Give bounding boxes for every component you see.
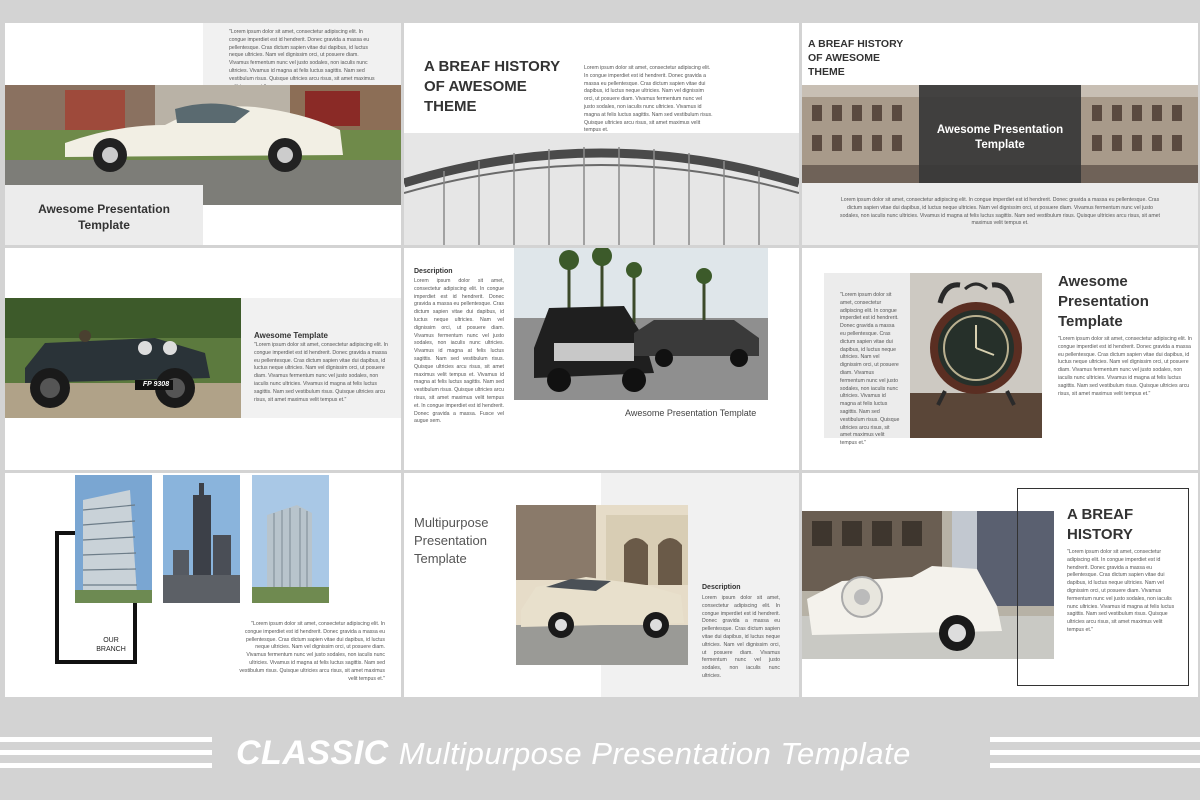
slide-2-title-line-1: A BREAF HISTORY [424, 58, 561, 75]
slide-7-branch-label [91, 636, 131, 654]
banner-right-stripe-3 [990, 763, 1200, 768]
slide-7-body: "Lorem ipsum dolor sit amet, consectetur adipiscing elit. In congue imperdiet est id hendrerit. Donec gravida a massa eu pellentesque. Cras dictum sapien vitae dui dapibus, id luctus neque ultricies. Nam vel dignissim orci, ut posuere diam. Vivamus fermentum nunc vel justo sodales, non iaculis nunc ultricies. Vivamus id magna at felis luctus sagittis. Nam sed vestibulum risus. Quisque ultricies arcu risus, sit amet maximus velit tempus et." [239, 621, 385, 682]
slide-2-body: Lorem ipsum dolor sit amet, consectetur adipiscing elit. In congue imperdiet est id hendrerit. Donec gravida a massa eu pellentesque. Cras dictum sapien vitae dui dapibus, id luctus neque ultricies. Nam vel dignissim orci, ut posuere diam. Vivamus fermentum nunc vel justo sodales, non iaculis nunc ultricies. Vivamus id magna at felis luctus sagittis. Nam sed vestibulum risus. Quisque ultricies arcu risus, sit amet maximus velit tempus et. [584, 65, 713, 134]
slide-5[interactable] [404, 248, 799, 470]
slide-6-title-line-3: Template [1058, 313, 1123, 330]
slide-6[interactable] [802, 248, 1198, 470]
slide-8[interactable] [404, 473, 799, 697]
slide-7[interactable] [5, 473, 401, 697]
banner-right-stripe-1 [990, 737, 1200, 742]
banner-right-stripe-2 [990, 750, 1200, 755]
slide-3-box-title [919, 123, 1081, 153]
slide-3-title-line-2: OF AWESOME [808, 52, 880, 64]
slide-8-photo-buick [516, 505, 688, 665]
slide-6-title-line-1: Awesome [1058, 273, 1128, 290]
slide-6-body: "Lorem ipsum dolor sit amet, consectetur adipiscing elit. In congue imperdiet est id hendrerit. Donec gravida a massa eu pellentesque. Cras dictum sapien vitae dui dapibus, id luctus neque ultricies. Nam vel dignissim orci, ut posuere diam. Vivamus fermentum nunc vel justo sodales, non iaculis nunc ultricies. Vivamus id magna at felis luctus sagittis. Nam sed vestibulum risus. Quisque ultricies arcu risus, sit amet maximus velit tempus et." [840, 292, 900, 447]
slide-6-body-2: "Lorem ipsum dolor sit amet, consectetur adipiscing elit. In congue imperdiet est id hendrerit. Donec gravida a massa eu pellentesque. Cras dictum sapien vitae dui dapibus, id luctus neque ultricies. Nam vel dignissim orci, ut posuere diam. Vivamus fermentum nunc vel justo sodales, non iaculis nunc ultricies. Vivamus id magna at felis luctus sagittis. Nam sed vestibulum risus. Quisque ultricies arcu risus, sit amet maximus velit tempus et." [1058, 336, 1192, 397]
slide-9-title-line-2: HISTORY [1067, 526, 1133, 543]
slide-6-photo-alarm-clock [910, 273, 1042, 438]
slide-8-title-line-1: Multipurpose [414, 515, 489, 530]
slide-7-photo-building-2 [163, 475, 240, 603]
slide-3-title-line-3: THEME [808, 66, 845, 78]
slide-4-body: "Lorem ipsum dolor sit amet, consectetur adipiscing elit. In congue imperdiet est id hendrerit. Donec gravida a massa eu pellentesque. Cras dictum sapien vitae dui dapibus, id luctus neque ultricies. Nam vel dignissim orci, ut posuere diam. Vivamus fermentum nunc vel justo sodales, non iaculis nunc ultricies. Vivamus id magna at felis luctus sagittis. Nam sed vestibulum risus. Quisque ultricies arcu risus, sit amet maximus velit tempus et." [254, 342, 388, 403]
slide-5-photo-street-cars [514, 248, 768, 400]
slide-5-caption: Awesome Presentation Template [625, 408, 757, 418]
slide-7-photo-building-3 [252, 475, 329, 603]
banner-title [236, 731, 976, 775]
slide-3-box-title-line-2: Template [975, 139, 1025, 151]
slide-5-description-label: Description [414, 268, 453, 275]
slide-7-label-line-2: BRANCH [96, 646, 126, 653]
slide-2[interactable] [404, 23, 799, 245]
slide-8-title-line-2: Presentation [414, 533, 487, 548]
slide-7-photo-building-1 [75, 475, 152, 603]
banner-left-stripe-3 [0, 763, 212, 768]
slide-9-title-line-1: A BREAF [1067, 506, 1134, 523]
slide-8-description-label: Description [702, 584, 741, 591]
slide-5-body: Lorem ipsum dolor sit amet, consectetur adipiscing elit. In congue imperdiet est id hendrerit. Donec gravida a massa eu pellentesque. Cras dictum sapien vitae dui dapibus, id luctus neque ultricies. Nam vel dignissim orci, ut posuere diam. Vivamus fermentum nunc vel justo sodales, non iaculis nunc ultricies. Vivamus id magna at felis luctus sagittis. Nam sed vestibulum risus. Quisque ultricies arcu risus, sit amet maximus velit tempus et. Vivamus id magna at felis luctus sagittis. Nam sed vestibulum risus. Quisque ultricies arcu risus, sit amet maximus velit tempus et. In congue imperdiet est id hendrerit. Donec gravida a massa. Fusce vel augue sem. [414, 278, 504, 425]
slide-3-body: Lorem ipsum dolor sit amet, consectetur adipiscing elit. In congue imperdiet est id hendrerit. Donec gravida a massa eu pellentesque. Cras dictum sapien vitae dui dapibus, id luctus neque ultricies. Nam vel dignissim orci, ut posuere diam. Vivamus fermentum nunc vel justo sodales, non iaculis nunc ultricies. Vivamus id magna at felis luctus sagittis. Nam sed vestibulum risus. Quisque ultricies arcu risus, sit amet maximus velit tempus et. [840, 197, 1160, 227]
slide-6-title-line-2: Presentation [1058, 293, 1149, 310]
slide-4-plate: FP 9308 [142, 381, 170, 388]
slide-4[interactable] [5, 248, 401, 470]
slide-4-title: Awesome Template [254, 331, 328, 340]
slide-6-title [1058, 272, 1149, 332]
slide-9-title [1067, 505, 1133, 545]
banner-title-light: Multipurpose Presentation Template [398, 736, 911, 771]
banner-title-bold: CLASSIC [236, 734, 389, 772]
slide-8-body: Lorem ipsum dolor sit amet, consectetur adipiscing elit. In congue imperdiet est id hendrerit. Donec gravida a massa eu pellentesque. Cras dictum sapien vitae dui dapibus, id luctus neque ultricies. Nam vel dignissim orci, ut posuere diam. Vivamus fermentum nunc vel justo sodales, non iaculis nunc ultricies. [702, 595, 780, 679]
slide-8-title-line-3: Template [414, 551, 467, 566]
slide-4-photo-vintage-car [5, 298, 241, 418]
slide-3-title-line-1: A BREAF HISTORY [808, 38, 904, 50]
slide-1-title [5, 201, 203, 233]
slide-7-label-line-1: OUR [103, 637, 119, 644]
slide-2-title-line-3: THEME [424, 98, 477, 115]
slide-8-title [414, 514, 488, 568]
slide-1-title-line-1: Awesome Presentation [38, 202, 170, 216]
banner-left-stripe-1 [0, 737, 212, 742]
slide-9-body: "Lorem ipsum dolor sit amet, consectetur adipiscing elit. In congue imperdiet est id hendrerit. Donec gravida a massa eu pellentesque. Cras dictum sapien vitae dui dapibus, id luctus neque ultricies. Nam vel dignissim orci, ut posuere diam. Vivamus fermentum nunc vel justo sodales, non iaculis nunc ultricies. Vivamus id magna at felis luctus sagittis. Nam sed vestibulum risus. Quisque ultricies arcu risus, sit amet maximus velit tempus et." [1067, 549, 1175, 633]
slide-2-title [424, 57, 560, 117]
slide-3[interactable] [802, 23, 1198, 245]
slide-1-title-line-2: Template [78, 218, 130, 232]
slide-2-photo-bridge-arch [404, 133, 799, 245]
banner-left-stripe-2 [0, 750, 212, 755]
slide-1-body: "Lorem ipsum dolor sit amet, consectetur adipiscing elit. In congue imperdiet est id hendrerit. Donec gravida a massa eu pellentesque. Cras dictum sapien vitae dui dapibus, id luctus neque ultricies. Nam vel dignissim orci, ut posuere diam. Vivamus fermentum nunc vel justo sodales, non iaculis nunc ultricies. Vivamus id magna at felis luctus sagittis. Nam sed vestibulum risus. Quisque ultricies arcu risus, sit amet maximus [229, 29, 375, 82]
slide-3-box-title-line-1: Awesome Presentation [936, 124, 1064, 136]
slide-2-title-line-2: OF AWESOME [424, 78, 527, 95]
slide-9[interactable] [802, 473, 1198, 697]
slide-3-title [808, 37, 903, 79]
slide-1[interactable] [5, 23, 401, 245]
